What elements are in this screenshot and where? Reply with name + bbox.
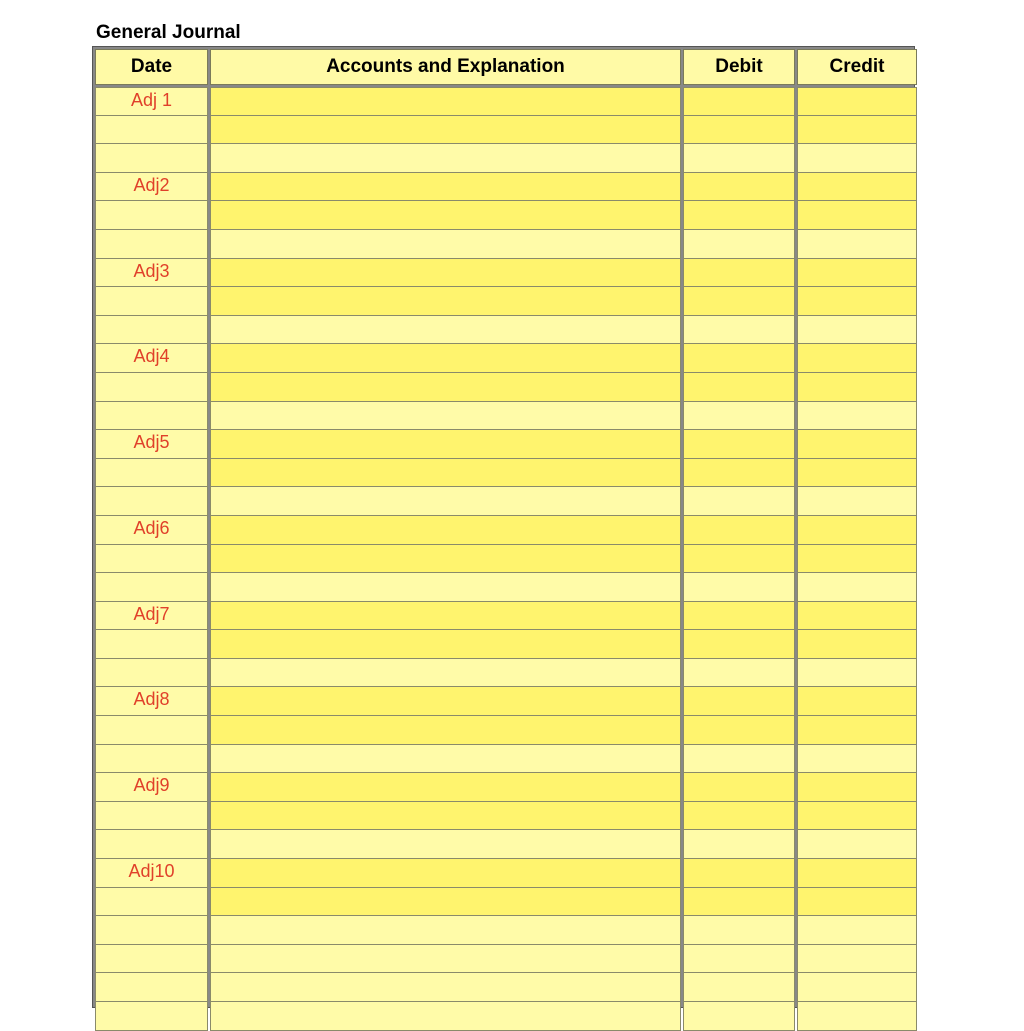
account-cell[interactable]: [210, 859, 681, 888]
debit-cell[interactable]: [683, 830, 795, 859]
account-cell[interactable]: [210, 802, 681, 831]
credit-header: Credit: [797, 49, 917, 85]
account-cell[interactable]: [210, 773, 681, 802]
credit-cell[interactable]: [797, 545, 917, 574]
credit-cell[interactable]: [797, 659, 917, 688]
account-cell[interactable]: [210, 687, 681, 716]
credit-cell[interactable]: [797, 402, 917, 431]
entry-label: Adj4: [95, 344, 208, 373]
account-cell[interactable]: [210, 602, 681, 631]
date-cell: [95, 459, 208, 488]
debit-cell[interactable]: [683, 402, 795, 431]
credit-cell[interactable]: [797, 144, 917, 173]
account-cell[interactable]: [210, 659, 681, 688]
date-cell: [95, 630, 208, 659]
credit-cell[interactable]: [797, 1002, 917, 1031]
credit-cell[interactable]: [797, 802, 917, 831]
account-cell[interactable]: [210, 573, 681, 602]
date-cell: [95, 116, 208, 145]
credit-cell[interactable]: [797, 373, 917, 402]
account-cell[interactable]: [210, 201, 681, 230]
account-cell[interactable]: [210, 87, 681, 116]
debit-cell[interactable]: [683, 373, 795, 402]
account-cell[interactable]: [210, 487, 681, 516]
date-cell: [95, 945, 208, 974]
debit-cell[interactable]: [683, 516, 795, 545]
account-cell[interactable]: [210, 916, 681, 945]
credit-cells: [797, 87, 917, 1031]
credit-cell[interactable]: [797, 201, 917, 230]
credit-cell[interactable]: [797, 430, 917, 459]
account-cell[interactable]: [210, 459, 681, 488]
account-cell[interactable]: [210, 402, 681, 431]
debit-cell[interactable]: [683, 659, 795, 688]
credit-cell[interactable]: [797, 830, 917, 859]
credit-cell[interactable]: [797, 230, 917, 259]
credit-cell[interactable]: [797, 773, 917, 802]
debit-cell[interactable]: [683, 687, 795, 716]
debit-cell[interactable]: [683, 1002, 795, 1031]
date-cell: [95, 745, 208, 774]
credit-cell[interactable]: [797, 259, 917, 288]
account-cell[interactable]: [210, 344, 681, 373]
date-cell: [95, 373, 208, 402]
debit-cell[interactable]: [683, 316, 795, 345]
date-cell: [95, 402, 208, 431]
date-cell: [95, 716, 208, 745]
credit-cell[interactable]: [797, 945, 917, 974]
account-cell[interactable]: [210, 116, 681, 145]
entry-label: Adj9: [95, 773, 208, 802]
date-column: [95, 49, 208, 1031]
accounts-header: Accounts and Explanation: [210, 49, 681, 85]
account-cell[interactable]: [210, 745, 681, 774]
accounts-cells: [210, 87, 681, 1031]
debit-cells: [683, 87, 795, 1031]
account-cell[interactable]: [210, 630, 681, 659]
debit-header: Debit: [683, 49, 795, 85]
credit-cell[interactable]: [797, 516, 917, 545]
date-cell: [95, 487, 208, 516]
account-cell[interactable]: [210, 287, 681, 316]
date-cell: [95, 201, 208, 230]
journal-title: General Journal: [96, 22, 241, 43]
debit-cell[interactable]: [683, 87, 795, 116]
date-header: Date: [95, 49, 208, 85]
debit-cell[interactable]: [683, 745, 795, 774]
debit-cell[interactable]: [683, 116, 795, 145]
account-cell[interactable]: [210, 973, 681, 1002]
date-cell: [95, 802, 208, 831]
date-cell: [95, 230, 208, 259]
date-cell: [95, 659, 208, 688]
credit-cell[interactable]: [797, 487, 917, 516]
debit-cell[interactable]: [683, 430, 795, 459]
credit-cell[interactable]: [797, 173, 917, 202]
credit-cell[interactable]: [797, 859, 917, 888]
date-cell: [95, 144, 208, 173]
credit-cell[interactable]: [797, 316, 917, 345]
credit-cell[interactable]: [797, 344, 917, 373]
credit-cell[interactable]: [797, 116, 917, 145]
debit-cell[interactable]: [683, 573, 795, 602]
date-cell: [95, 888, 208, 917]
debit-cell[interactable]: [683, 602, 795, 631]
account-cell[interactable]: [210, 173, 681, 202]
debit-cell[interactable]: [683, 802, 795, 831]
debit-cell[interactable]: [683, 287, 795, 316]
account-cell[interactable]: [210, 830, 681, 859]
debit-cell[interactable]: [683, 888, 795, 917]
debit-cell[interactable]: [683, 773, 795, 802]
credit-cell[interactable]: [797, 602, 917, 631]
entry-label: Adj10: [95, 859, 208, 888]
date-cell: [95, 573, 208, 602]
debit-cell[interactable]: [683, 973, 795, 1002]
credit-cell[interactable]: [797, 973, 917, 1002]
debit-cell[interactable]: [683, 945, 795, 974]
debit-cell[interactable]: [683, 630, 795, 659]
entry-label: Adj2: [95, 173, 208, 202]
credit-cell[interactable]: [797, 916, 917, 945]
entry-label: Adj6: [95, 516, 208, 545]
debit-column: [683, 49, 795, 1031]
account-cell[interactable]: [210, 716, 681, 745]
account-cell[interactable]: [210, 545, 681, 574]
entry-label: Adj8: [95, 687, 208, 716]
account-cell[interactable]: [210, 430, 681, 459]
account-cell[interactable]: [210, 373, 681, 402]
date-cells: [95, 87, 208, 1031]
credit-cell[interactable]: [797, 459, 917, 488]
date-cell: [95, 316, 208, 345]
accounts-column: [210, 49, 681, 1031]
entry-label: Adj5: [95, 430, 208, 459]
date-cell: [95, 545, 208, 574]
debit-cell[interactable]: [683, 230, 795, 259]
credit-cell[interactable]: [797, 687, 917, 716]
credit-cell[interactable]: [797, 716, 917, 745]
debit-cell[interactable]: [683, 487, 795, 516]
debit-cell[interactable]: [683, 459, 795, 488]
debit-cell[interactable]: [683, 173, 795, 202]
debit-cell[interactable]: [683, 916, 795, 945]
date-cell: [95, 973, 208, 1002]
debit-cell[interactable]: [683, 716, 795, 745]
date-cell: [95, 287, 208, 316]
credit-cell[interactable]: [797, 87, 917, 116]
account-cell[interactable]: [210, 144, 681, 173]
account-cell[interactable]: [210, 230, 681, 259]
date-cell: [95, 830, 208, 859]
account-cell[interactable]: [210, 516, 681, 545]
account-cell[interactable]: [210, 888, 681, 917]
debit-cell[interactable]: [683, 201, 795, 230]
account-cell[interactable]: [210, 945, 681, 974]
credit-column: [797, 49, 917, 1031]
credit-cell[interactable]: [797, 573, 917, 602]
account-cell[interactable]: [210, 259, 681, 288]
credit-cell[interactable]: [797, 888, 917, 917]
debit-cell[interactable]: [683, 859, 795, 888]
entry-label: Adj7: [95, 602, 208, 631]
date-cell: [95, 1002, 208, 1031]
account-cell[interactable]: [210, 316, 681, 345]
date-cell: [95, 916, 208, 945]
credit-cell[interactable]: [797, 745, 917, 774]
debit-cell[interactable]: [683, 144, 795, 173]
entry-label: Adj3: [95, 259, 208, 288]
debit-cell[interactable]: [683, 259, 795, 288]
credit-cell[interactable]: [797, 287, 917, 316]
general-journal-table: [92, 46, 915, 1008]
entry-label: Adj 1: [95, 87, 208, 116]
debit-cell[interactable]: [683, 344, 795, 373]
debit-cell[interactable]: [683, 545, 795, 574]
account-cell[interactable]: [210, 1002, 681, 1031]
credit-cell[interactable]: [797, 630, 917, 659]
